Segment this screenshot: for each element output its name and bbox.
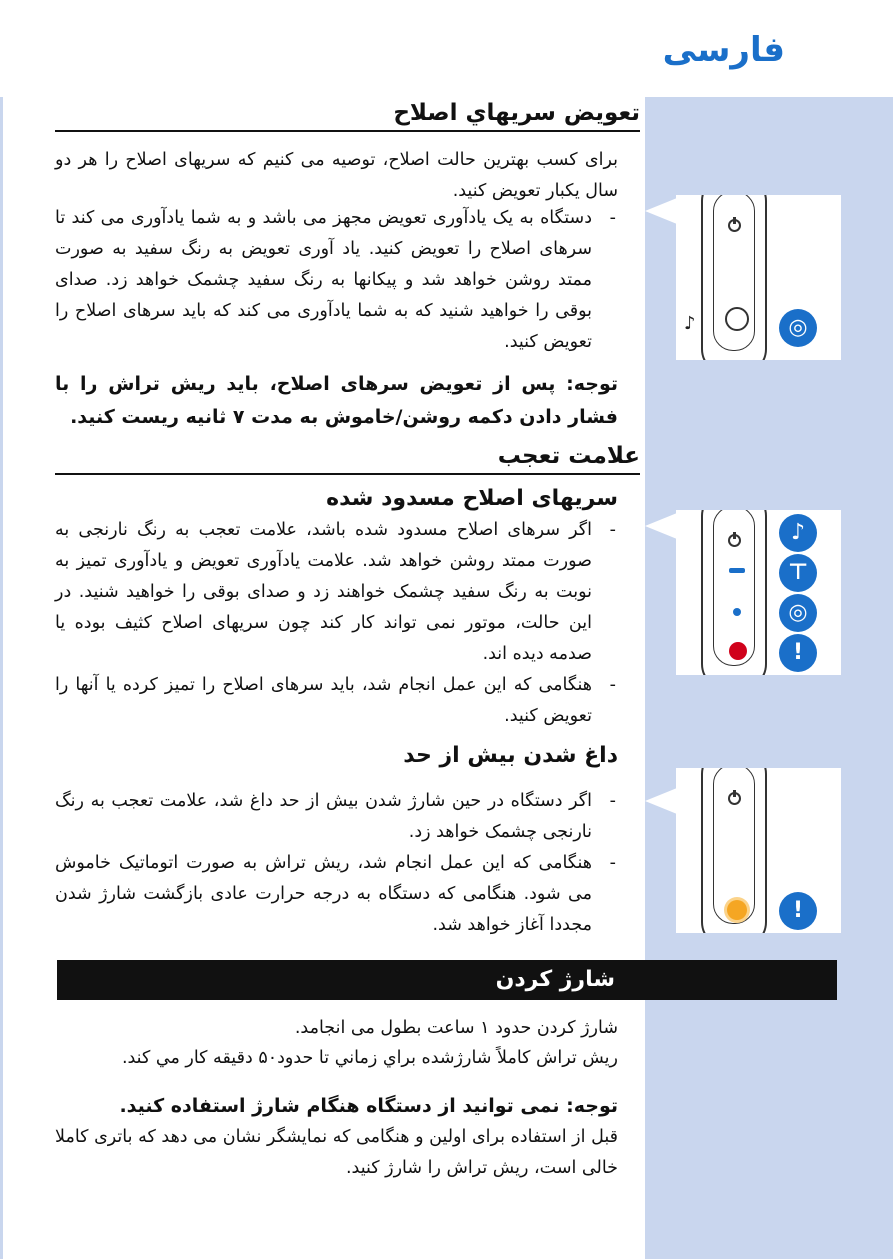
exclamation-icon: ! bbox=[779, 634, 817, 672]
overheat-heading: داغ شدن بیش از حد bbox=[403, 743, 618, 768]
list-item: - اگر سرهای اصلاح مسدود شده باشد، علامت تعجب به رنگ نارنجی به صورت ممتد روشن خواهد شد. علامت یادآوری تعویض و یادآوری تمیز به نوبت به رنگ سفید چشمک خواهند زد و صدای بوقی را خواهید شنید. در این حالت، موتور نمی تواند کار کند چون سریهای اصلاح کثیف بوده یا صدمه دیده اند. bbox=[55, 515, 618, 670]
beep-sound-icon: ♪ bbox=[779, 514, 817, 552]
overheat-illustration bbox=[676, 768, 841, 933]
language-title: فارسی bbox=[662, 30, 785, 70]
charging-heading: شارژ کردن bbox=[495, 967, 615, 992]
blocked-heads-illustration bbox=[676, 510, 841, 675]
overheat-led-icon bbox=[727, 900, 747, 920]
list-item: - دستگاه به یک یادآوری تعویض مجهز می باشد و به شما یادآوری می کند تا سرهای اصلاح را تعویض کنید. یاد آوری تعویض به رنگ سفید به صورت ممتد روشن خواهد شد و پیکانها به رنگ سفید چشمک خواهد زد. صدای بوقی را خواهید شنید که به شما یادآوری می کند که باید سرهای اصلاح را تعویض کنید. bbox=[55, 203, 618, 358]
charging-after-note: قبل از استفاده برای اولین و هنگامی که نمایشگر نشان می دهد که باتری کاملا خالی است، ریش تراش را شارژ کنید. bbox=[55, 1127, 618, 1178]
shaver-body bbox=[701, 195, 767, 360]
charging-line-1: شارژ کردن حدود ۱ ساعت بطول می انجامد. bbox=[294, 1018, 618, 1038]
clean-tap-icon: ⊤ bbox=[779, 554, 817, 592]
overheat-bullets bbox=[55, 786, 618, 941]
list-item: - هنگامی که این عمل انجام شد، ریش تراش به صورت اتوماتیک خاموش می شود. هنگامی که دستگاه به درجه حرارت عادی بازگشت شارژ شدن مجددا آغاز خواهد شد. bbox=[55, 848, 618, 941]
exclamation-heading: علامت تعجب bbox=[55, 443, 640, 475]
clean-reminder-led-icon bbox=[733, 608, 741, 616]
shaver-body bbox=[701, 510, 767, 675]
replace-reminder-led-icon bbox=[725, 307, 749, 331]
beep-sound-icon: ♪ bbox=[684, 313, 696, 334]
exclamation-icon: ! bbox=[779, 892, 817, 930]
list-item: - هنگامی که این عمل انجام شد، باید سرهای اصلاح را تمیز کرده یا آنها را تعویض کنید. bbox=[55, 670, 618, 732]
list-item: - اگر دستگاه در حین شارژ شدن بیش از حد داغ شد، علامت تعجب به رنگ نارنجی چشمک خواهد زد. bbox=[55, 786, 618, 848]
replacement-reminder-illustration bbox=[676, 195, 841, 360]
shaver-body bbox=[701, 768, 767, 933]
battery-level-icon bbox=[729, 568, 745, 573]
exclamation-led-icon bbox=[729, 642, 747, 660]
replace-heads-icon: ◎ bbox=[779, 309, 817, 347]
replace-heads-note: توجه: پس از تعویض سرهای اصلاح، باید ریش تراش را با فشار دادن دکمه روشن/خاموش به مدت ۷ ثانیه ریست کنید. bbox=[55, 373, 618, 428]
left-edge-strip bbox=[0, 97, 3, 1259]
charging-heading-bar bbox=[57, 960, 837, 1000]
pointer-arrow bbox=[645, 513, 677, 539]
replace-heads-heading: تعويض سريهاي اصلاح bbox=[55, 100, 640, 132]
blocked-heads-bullets bbox=[55, 515, 618, 732]
replace-heads-icon: ◎ bbox=[779, 594, 817, 632]
charging-line-2: ریش تراش کاملاً شارژشده براي زماني تا حدود۵۰ دقيقه کار مي کند. bbox=[121, 1048, 618, 1068]
blocked-heads-heading: سریهای اصلاح مسدود شده bbox=[326, 486, 618, 511]
pointer-arrow bbox=[645, 198, 677, 224]
pointer-arrow bbox=[645, 788, 677, 814]
power-icon bbox=[728, 534, 741, 547]
replace-heads-intro: برای کسب بهترین حالت اصلاح، توصیه می کنیم که سریهای اصلاح را هر دو سال یکبار تعویض کنید. bbox=[55, 150, 618, 201]
power-icon bbox=[728, 219, 741, 232]
replace-heads-bullets bbox=[55, 203, 618, 358]
power-icon bbox=[728, 792, 741, 805]
charging-note: توجه: نمی توانید از دستگاه هنگام شارژ استفاده کنید. bbox=[119, 1095, 618, 1117]
